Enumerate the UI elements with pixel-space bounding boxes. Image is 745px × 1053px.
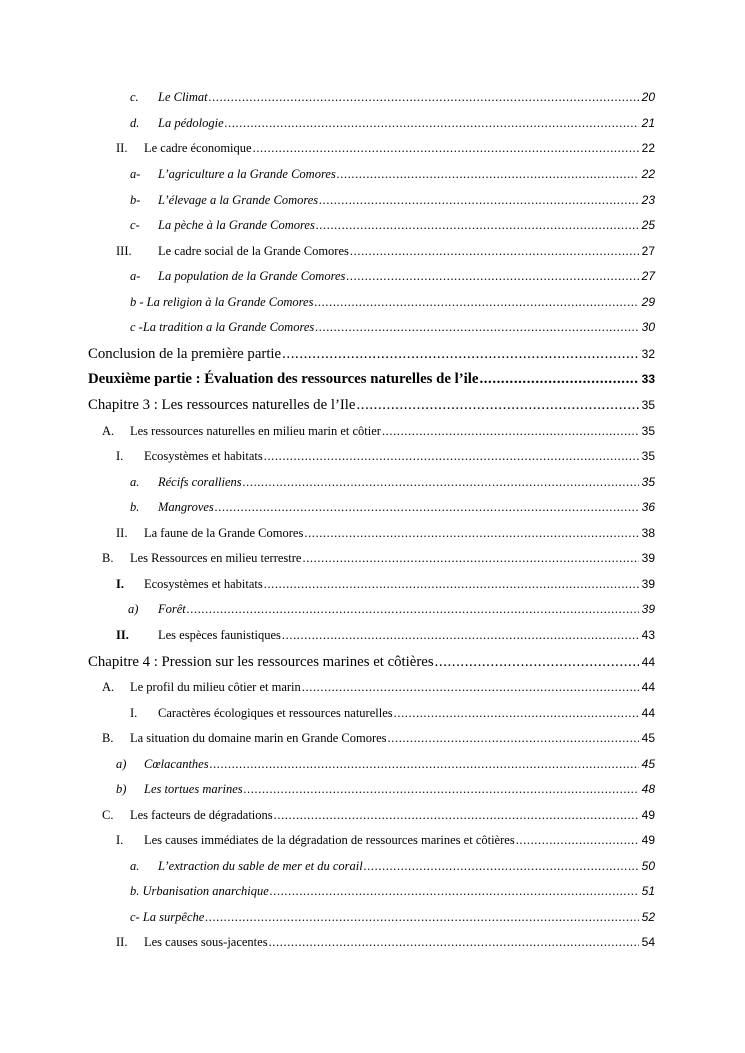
toc-entry-page-number: 49 <box>641 833 655 847</box>
toc-entry-page-number: 50 <box>641 859 655 873</box>
dot-leader <box>302 550 638 566</box>
toc-entry[interactable] <box>130 192 655 208</box>
dot-leader <box>225 115 639 131</box>
toc-entry[interactable] <box>116 832 655 848</box>
toc-entry-title: Les causes sous-jacentes <box>144 935 268 949</box>
toc-entry[interactable] <box>130 883 655 899</box>
toc-entry[interactable] <box>130 319 655 335</box>
toc-entry[interactable] <box>130 268 655 284</box>
toc-entry[interactable] <box>116 781 655 797</box>
toc-entry-title: La situation du domaine marin en Grande Comores <box>130 731 387 745</box>
toc-entry-marker: B. <box>102 551 114 565</box>
toc-entry-marker: III. <box>116 244 132 258</box>
dot-leader <box>215 499 639 515</box>
toc-entry-title: La population de la Grande Comores <box>158 269 346 283</box>
toc-entry[interactable] <box>116 140 655 156</box>
toc-entry-page-number: 27 <box>641 244 655 258</box>
toc-entry-page-number: 43 <box>641 628 655 642</box>
toc-entry-title: Récifs coralliens <box>158 475 242 489</box>
toc-entry-page-number: 38 <box>641 526 655 540</box>
toc-entry-title: Le cadre social de la Grande Comores <box>158 244 349 258</box>
toc-entry[interactable] <box>130 909 655 925</box>
toc-entry-page-number: 23 <box>641 193 655 207</box>
toc-entry-title: Forêt <box>158 602 186 616</box>
dot-leader <box>264 448 639 464</box>
dot-leader <box>350 243 639 259</box>
toc-entry[interactable] <box>130 474 655 490</box>
toc-entry[interactable] <box>116 576 655 592</box>
toc-entry-marker: a. <box>130 475 140 489</box>
dot-leader <box>435 653 639 671</box>
toc-entry-title: Les Ressources en milieu terrestre <box>130 551 302 565</box>
toc-entry[interactable] <box>130 858 655 874</box>
toc-entry-title: c- La surpêche <box>130 910 205 924</box>
toc-entry-marker: II. <box>116 935 128 949</box>
toc-entry-marker: I. <box>116 577 124 591</box>
toc-entry-title: Chapitre 4 : Pression sur les ressources marines et côtières <box>88 654 434 670</box>
toc-entry[interactable] <box>130 217 655 233</box>
toc-entry-marker: A. <box>102 424 115 438</box>
toc-entry-marker: a) <box>116 757 127 771</box>
toc-entry-title: Les espèces faunistiques <box>158 628 281 642</box>
toc-entry-title: b - La religion à la Grande Comores <box>130 295 314 309</box>
toc-entry-marker: b) <box>116 782 127 796</box>
dot-leader <box>316 217 639 233</box>
toc-entry[interactable] <box>128 601 655 617</box>
dot-leader <box>210 756 639 772</box>
toc-entry-title: Le cadre économique <box>144 141 252 155</box>
toc-entry[interactable] <box>102 679 655 695</box>
toc-entry-page-number: 32 <box>641 347 655 361</box>
toc-entry-title: L’extraction du sable de mer et du corail <box>158 859 363 873</box>
toc-entry-marker: c. <box>130 90 139 104</box>
toc-entry-marker: c- <box>130 218 140 232</box>
toc-entry-page-number: 39 <box>641 602 655 616</box>
dot-leader <box>356 396 638 414</box>
toc-entry-page-number: 44 <box>641 706 655 720</box>
toc-entry-marker: II. <box>116 526 128 540</box>
toc-entry-title: Les ressources naturelles en milieu marin et côtier <box>130 424 381 438</box>
toc-entry-marker: I. <box>130 706 138 720</box>
toc-entry[interactable] <box>130 294 655 310</box>
dot-leader <box>479 370 638 388</box>
toc-entry-page-number: 35 <box>641 475 655 489</box>
toc-entry-marker: d. <box>130 116 140 130</box>
toc-entry-title: Le profil du milieu côtier et marin <box>130 680 301 694</box>
dot-leader <box>394 705 639 721</box>
toc-entry[interactable] <box>130 705 655 721</box>
toc-entry-page-number: 44 <box>641 680 655 694</box>
dot-leader <box>264 576 639 592</box>
dot-leader <box>315 319 638 335</box>
toc-entry-marker: C. <box>102 808 114 822</box>
toc-entry-marker: B. <box>102 731 114 745</box>
toc-entry-title: La faune de la Grande Comores <box>144 526 304 540</box>
toc-entry-marker: I. <box>116 449 124 463</box>
toc-entry[interactable] <box>88 370 655 388</box>
dot-leader <box>314 294 638 310</box>
toc-entry-page-number: 54 <box>641 935 655 949</box>
toc-entry-page-number: 39 <box>641 577 655 591</box>
toc-entry-marker: b- <box>130 193 141 207</box>
dot-leader <box>346 268 638 284</box>
dot-leader <box>388 730 639 746</box>
dot-leader <box>253 140 639 156</box>
toc-entry-title: La pédologie <box>158 116 224 130</box>
dot-leader <box>187 601 639 617</box>
toc-entry-title: La pèche à la Grande Comores <box>158 218 315 232</box>
toc-entry-page-number: 20 <box>641 90 655 104</box>
toc-entry[interactable] <box>102 550 655 566</box>
toc-entry-page-number: 29 <box>641 295 655 309</box>
toc-entry[interactable] <box>116 243 655 259</box>
dot-leader <box>337 166 639 182</box>
dot-leader <box>382 423 639 439</box>
toc-entry-page-number: 25 <box>641 218 655 232</box>
toc-entry-page-number: 30 <box>641 320 655 334</box>
toc-entry-page-number: 21 <box>641 116 655 130</box>
toc-entry[interactable] <box>116 627 655 643</box>
toc-entry-title: Mangroves <box>158 500 214 514</box>
toc-entry[interactable] <box>130 499 655 515</box>
toc-entry-title: L’élevage a la Grande Comores <box>158 193 319 207</box>
toc-entry-marker: a) <box>128 602 139 616</box>
toc-entry[interactable] <box>130 115 655 131</box>
toc-entry-title: Le Climat <box>158 90 208 104</box>
toc-entry-page-number: 35 <box>641 449 655 463</box>
toc-entry-title: Deuxième partie : Évaluation des ressources naturelles de l’ile <box>88 371 479 387</box>
toc-entry[interactable] <box>88 345 655 363</box>
dot-leader <box>274 807 639 823</box>
toc-entry-title: Les causes immédiates de la dégradation de ressources marines et côtières <box>144 833 515 847</box>
toc-entry-marker: a- <box>130 269 141 283</box>
dot-leader <box>269 934 639 950</box>
toc-entry[interactable] <box>88 396 655 414</box>
dot-leader <box>244 781 639 797</box>
toc-entry-page-number: 39 <box>641 551 655 565</box>
dot-leader <box>304 525 638 541</box>
toc-entry-title: b. Urbanisation anarchique <box>130 884 269 898</box>
toc-entry-page-number: 35 <box>641 398 655 412</box>
dot-leader <box>282 627 639 643</box>
toc-entry-title: Les tortues marines <box>144 782 243 796</box>
toc-entry[interactable] <box>130 89 655 105</box>
toc-entry-marker: a. <box>130 859 140 873</box>
dot-leader <box>243 474 639 490</box>
toc-entry[interactable] <box>88 653 655 671</box>
toc-entry[interactable] <box>116 756 655 772</box>
dot-leader <box>364 858 639 874</box>
toc-entry-marker: I. <box>116 833 124 847</box>
toc-entry-title: Chapitre 3 : Les ressources naturelles de l’Ile <box>88 397 356 413</box>
toc-entry-page-number: 27 <box>641 269 655 283</box>
toc-entry-page-number: 45 <box>641 731 655 745</box>
toc-entry-marker: A. <box>102 680 115 694</box>
toc-entry-page-number: 51 <box>641 884 655 898</box>
toc-entry[interactable] <box>116 448 655 464</box>
toc-entry-title: Cœlacanthes <box>144 757 209 771</box>
dot-leader <box>270 883 639 899</box>
dot-leader <box>209 89 639 105</box>
toc-entry-page-number: 48 <box>641 782 655 796</box>
toc-entry-page-number: 52 <box>641 910 655 924</box>
toc-entry[interactable] <box>102 730 655 746</box>
dot-leader <box>319 192 638 208</box>
toc-entry-page-number: 36 <box>641 500 655 514</box>
dot-leader <box>302 679 639 695</box>
toc-entry-title: Caractères écologiques et ressources naturelles <box>158 706 393 720</box>
dot-leader <box>282 345 639 363</box>
dot-leader <box>516 832 639 848</box>
toc-entry-title: L’agriculture a la Grande Comores <box>158 167 336 181</box>
toc-entry-title: Les facteurs de dégradations <box>130 808 273 822</box>
toc-entry-title: Conclusion de la première partie <box>88 346 282 362</box>
toc-entry-page-number: 22 <box>641 167 655 181</box>
toc-entry[interactable] <box>102 807 655 823</box>
toc-entry-page-number: 35 <box>641 424 655 438</box>
toc-entry-title: c -La tradition a la Grande Comores <box>130 320 315 334</box>
toc-entry-marker: a- <box>130 167 141 181</box>
toc-entry-page-number: 45 <box>641 757 655 771</box>
toc-entry-marker: II. <box>116 141 128 155</box>
toc-entry-page-number: 44 <box>641 655 655 669</box>
toc-entry-marker: II. <box>116 628 129 642</box>
toc-entry-title: Ecosystèmes et habitats <box>144 449 263 463</box>
toc-entry-page-number: 22 <box>641 141 655 155</box>
toc-entry-page-number: 49 <box>641 808 655 822</box>
dot-leader <box>205 909 638 925</box>
toc-entry[interactable] <box>116 934 655 950</box>
toc-entry[interactable] <box>130 166 655 182</box>
toc-entry-title: Ecosystèmes et habitats <box>144 577 263 591</box>
toc-entry[interactable] <box>102 423 655 439</box>
toc-entry-marker: b. <box>130 500 140 514</box>
toc-entry-page-number: 33 <box>641 372 655 386</box>
toc-entry[interactable] <box>116 525 655 541</box>
